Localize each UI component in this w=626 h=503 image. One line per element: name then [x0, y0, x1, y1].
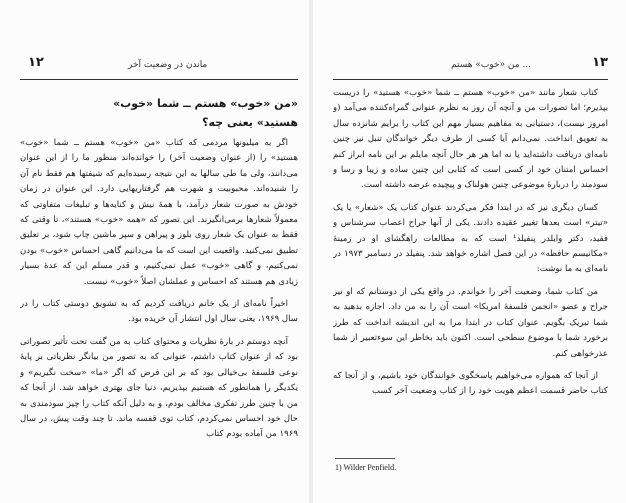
header-rule — [20, 79, 298, 80]
footnote: 1) Wilder Penfield. — [335, 463, 397, 472]
paragraph: اخیراً نامه‌ای از یک خانم دریافت کردیم که به تشویق دوستی کتاب را در سال ۱۹۶۹، یعنی سال اول انتشار آن خریده بود. — [20, 299, 298, 325]
chapter-title: «من «خوب» هستم ــ شما «خوب» هستید» یعنی چه؟ — [113, 97, 298, 129]
footnote-rule — [335, 458, 395, 459]
running-head: من «خوب» هستم ... — [451, 60, 532, 70]
paragraph: اگر به میلیونها مردمی که کتاب «من «خوب» هستم ــ شما «خوب» هستید» را (از عنوان وضعیت آخر) را خوانده‌اند منظور ما را از این عنوان می‌دانند، ولی ما طی سالها به این نتیجه رسیده‌ایم که شیفتها هم فقط نام آن را شنیده‌اند. محبوبیت و شهرت هم گرفتاریهایی دارد. این عنوان در زمان خودش به صورت شعار درآمد، با همهٔ نیش و کنایه‌ها و تبلیغات متفاوتی که معمولاً شعارها برمی‌انگیزند. این تصور که «همه «خوب» هستند»، تا وقتی که فقط به عنوان یک شعار روی بلوز و پیراهن و سپر ماشین چاپ شود، بر تعلیق تطبیق نمی‌کنید. واقعیت این است که ما می‌دانیم گاهی احساس «خوب» بودن نمی‌کنیم، و گاهی «خوب» عمل نمی‌کنیم، و قدر مسلم این که عدهٔ بسیار زیادی هم هستند که احساس و عملشان اصلاً «خوب» نیست. — [20, 138, 298, 287]
left-page — [0, 0, 310, 503]
paragraph: کتاب شعار مانند «من «خوب» هستم ــ شما «خوب» هستید» را دریست بپذیرم؛ اما تصورات من و آنچه آن روز به نظرم عنوانی گمراه‌کننده می‌آمد (و امروز نیست)، دستیابی به مفاهیم بسیار مهم این کتاب را برایم شانزده سال به تعویق انداخت. نمی‌دانم آیا کسی از طرف دیگر خواندگان تنبل نیز چنین نامه‌ای دریافت داشته‌اید یا نه اما هر هر حال آنچه مایلم بر این نامه ابراز کنم احساس امتنان خود از کسی است که کتابی این چنین ساده و زیبا و رسا و سودمند را دربارهٔ موضوعی چنین هولناک و پیچیده عرضه داشته است. — [333, 88, 608, 191]
page-number: ۱۲ — [28, 55, 44, 70]
right-body — [333, 86, 608, 454]
paragraph: آنچه دوستم در بارهٔ نظریات و محتوای کتاب به من گفت تحت تأثیر تصوراتی بود که از عنوان کتاب داشتم، عنوانی که به تصور من بیانگر نظریاتی بر پایهٔ نوعی فلسفهٔ بی‌خیالی بود که بر این فرض که اگر «ما» «سخت نگیریم» و یکدیگر را همانطور که هستیم بپذیریم، دنیا جای بهتری خواهد شد. از آنجا که من با چنین طرز تفکری مخالف بودم، و به دلیل آنکه کتاب را چیز سودمندی به حال خود احساس نمی‌کردم، کتاب توی قفسه ماند. تا چند وقت پیش، در سال ۱۹۶۹ من آماده بودم کتاب — [20, 336, 298, 440]
left-body — [20, 136, 298, 494]
right-page — [313, 0, 626, 503]
paragraph: از آنجا که همواره می‌خواهیم پاسخگوی خوانندگان خود باشیم، و از آنجا که کتاب حاضر قسمت اعظم هویت خود را از کتاب وضعیت آخر کسب — [333, 370, 608, 397]
header-rule — [333, 79, 608, 80]
running-head: ماندن در وضعیت آخر — [128, 60, 208, 70]
page-number: ۱۳ — [592, 55, 608, 70]
paragraph: من کتاب شما، وضعیت آخر را خواندم. در واقع یکی از دوستانم که او نیز جراح و عضو «انجمن فلسفهٔ امریکا» است آن را به من داد. اجازه بدهید به شما تبریک بگویم. عنوان کتاب در ابتدا مرا به این اندیشه انداخت که طرز برخورد شما با موضوع سطحی است. اکنون باید بخاطر این سوءتعبیر از شما عذرخواهی کنم. — [333, 286, 608, 359]
paragraph: کسان دیگری نیز که در ابتدا فکر می‌کردند عنوان کتاب یک «شعار» یا یک «تیتر» است بعدها تغییر عقیده دادند. یکی از آنها جراح اعصاب سرشناس و فقید، دکتر وایلدر پنفیلد¹ است که به مطالعات راهگشای او در زمینهٔ «مکانیسم حافظه» در این فصل اشاره خواهد شد. پنفیلد در دسامبر ۱۹۷۳ در نامه‌ای به ما نوشت: — [333, 202, 608, 275]
